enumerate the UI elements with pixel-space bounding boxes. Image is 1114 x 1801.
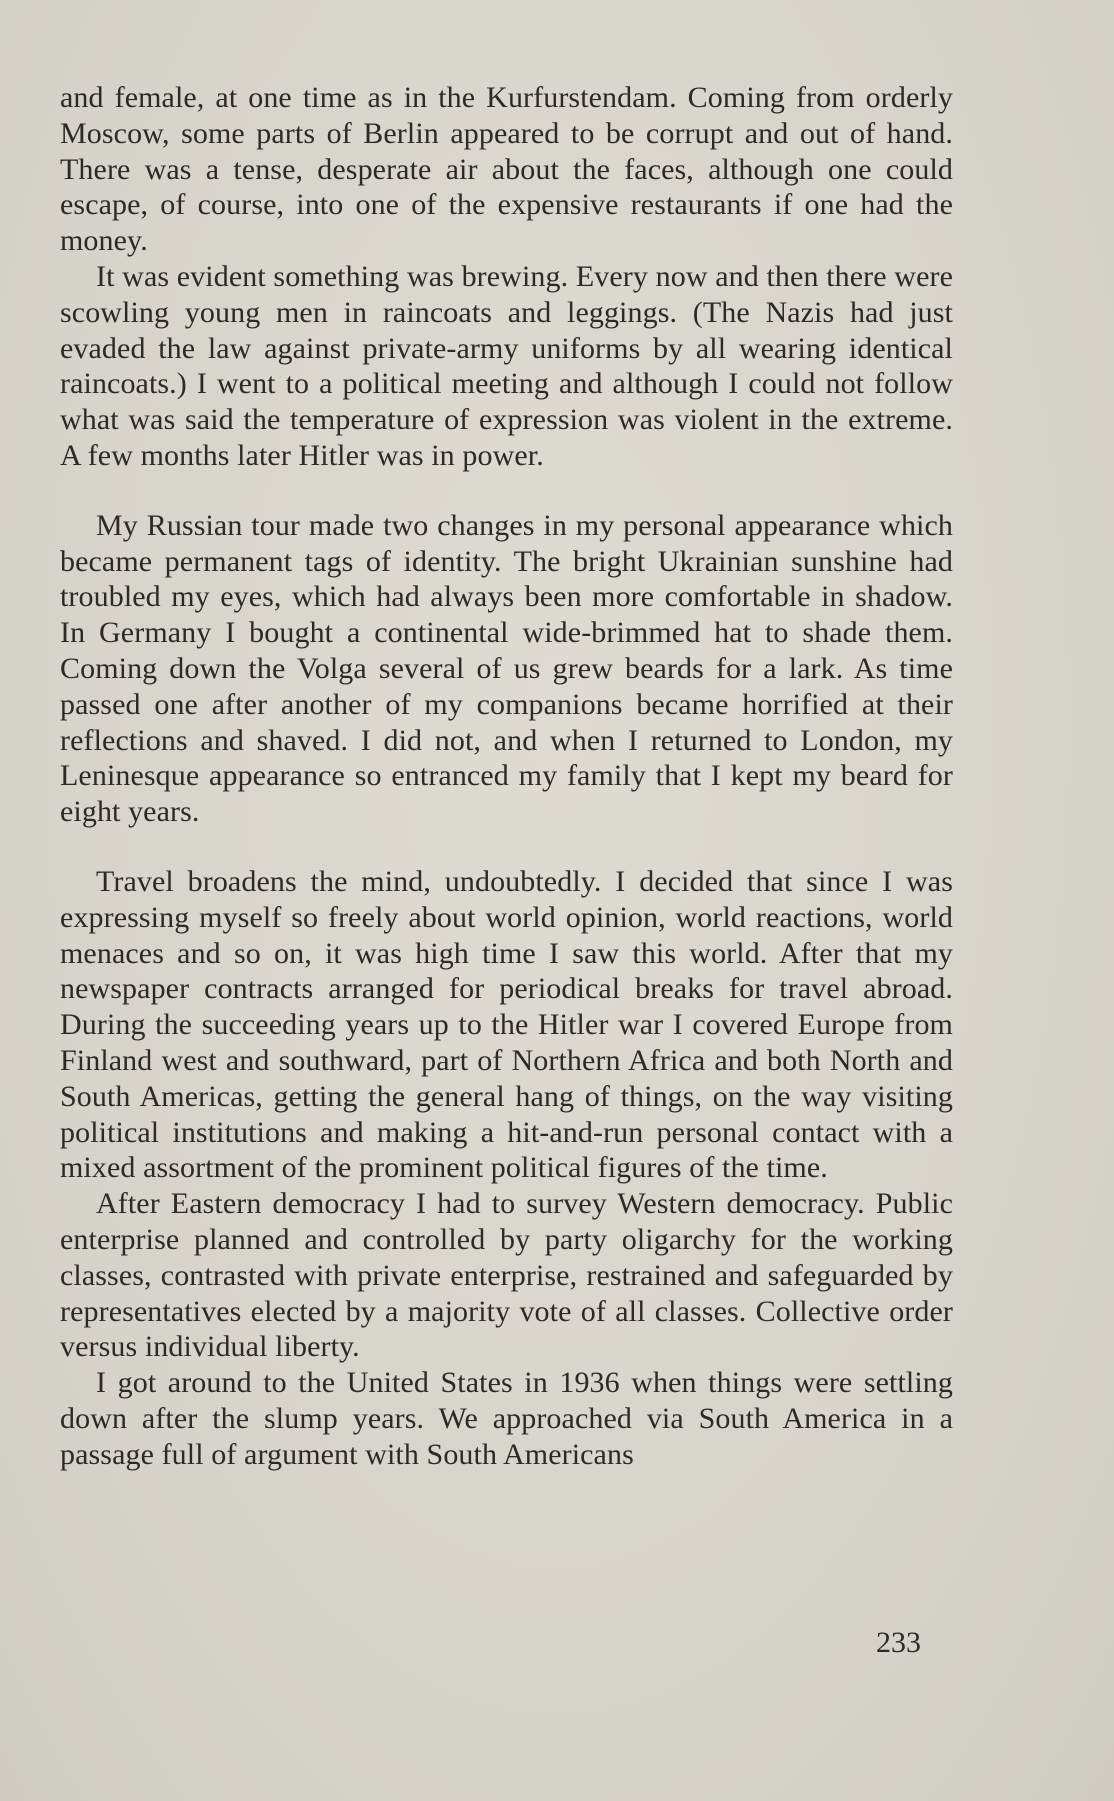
paragraph-6: I got around to the United States in 1936 when things were settling down after the slump years. We approached via South America in a passage full of argument with South Americans <box>60 1366 953 1471</box>
page-body <box>60 80 953 1472</box>
paragraph-2: It was evident something was brewing. Every now and then there were scowling young men in raincoats and leggings. (The Nazis had just evaded the law against private-army uniforms by all wearing identical raincoats.) I went to a political meeting and although I could not follow what was said the temperature of expression was violent in the extreme. A few months later Hitler was in power. <box>60 259 953 472</box>
page-number: 233 <box>876 1626 921 1659</box>
paragraph-3: My Russian tour made two changes in my personal appearance which became permanent tags of identity. The bright Ukrainian sunshine had troubled my eyes, which had always been more comfortable in shadow. In Germany I bought a continental wide-brimmed hat to shade them. Coming down the Volga several of us grew beards for a lark. As time passed one after another of my companions became horrified at their reflections and shaved. I did not, and when I returned to London, my Leninesque appearance so entranced my family that I kept my beard for eight years. <box>60 508 953 829</box>
paragraph-1: and female, at one time as in the Kurfurstendam. Coming from orderly Moscow, some parts of Berlin appeared to be corrupt and out of hand. There was a tense, desperate air about the faces, although one could escape, of course, into one of the expensive restaurants if one had the money. <box>60 81 953 258</box>
paragraph-4: Travel broadens the mind, undoubtedly. I decided that since I was expressing myself so freely about world opinion, world reactions, world menaces and so on, it was high time I saw this world. After that my newspaper contracts arranged for periodical breaks for travel abroad. During the succeeding years up to the Hitler war I covered Europe from Finland west and southward, part of Northern Africa and both North and South Americas, getting the general hang of things, on the way visiting political institutions and making a hit-and-run personal contact with a mixed assortment of the prominent political figures of the time. <box>60 864 953 1185</box>
paragraph-5: After Eastern democracy I had to survey Western democracy. Public enterprise planned and controlled by party oligarchy for the working classes, contrasted with private enterprise, restrained and safeguarded by representatives elected by a majority vote of all classes. Collective order versus individual liberty. <box>60 1187 953 1364</box>
